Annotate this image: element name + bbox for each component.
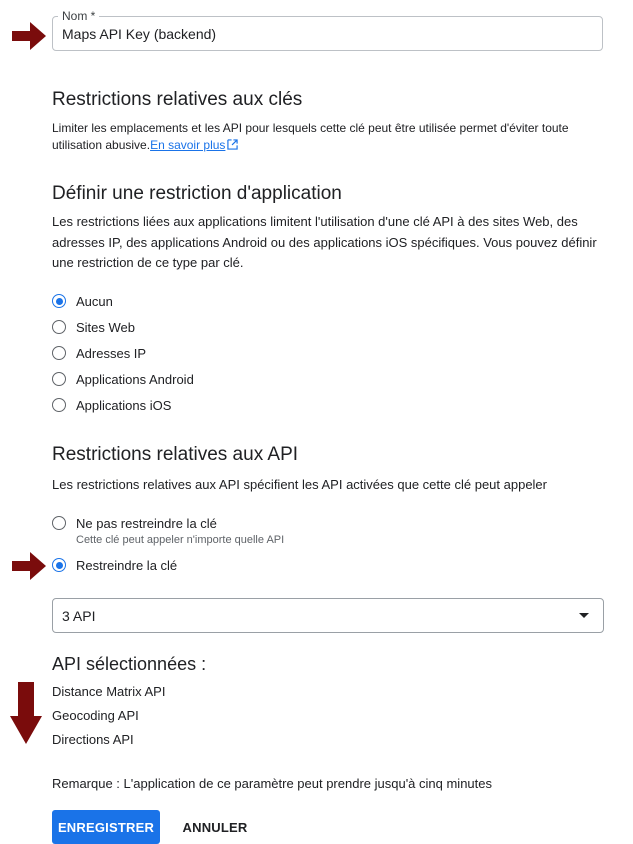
- radio-icon[interactable]: [52, 516, 66, 530]
- annotation-arrow-name-icon: [12, 22, 46, 50]
- radio-icon[interactable]: [52, 346, 66, 360]
- learn-more-link[interactable]: En savoir plus: [150, 138, 238, 152]
- selected-api-item: Distance Matrix API: [52, 684, 166, 699]
- api-restriction-description: Les restrictions relatives aux API spécifient les API activées que cette clé peut appeler: [52, 477, 547, 492]
- name-field[interactable]: [52, 9, 603, 51]
- name-field-value[interactable]: Maps API Key (backend): [62, 26, 217, 42]
- selected-api-item: Geocoding API: [52, 708, 139, 723]
- cancel-button[interactable]: ANNULER: [176, 810, 254, 844]
- api-select-dropdown[interactable]: [52, 598, 604, 633]
- key-restrictions-description: Limiter les emplacements et les API pour lesquels cette clé peut être utilisée permet d'éviter toute utilisation abusive.En savoir plus: [52, 121, 569, 152]
- radio-icon[interactable]: [52, 398, 66, 412]
- propagation-note: Remarque : L'application de ce paramètre peut prendre jusqu'à cinq minutes: [52, 776, 493, 791]
- radio-api-no-restrict-help: Cette clé peut appeler n'importe quelle API: [76, 534, 285, 546]
- radio-app-android[interactable]: Applications Android: [52, 369, 194, 389]
- app-restriction-description: Les restrictions liées aux applications limitent l'utilisation d'une clé API à des sites Web, des adresses IP, des applications Android ou des applications iOS spécifiques. Vous pouvez définir une restriction de ce type par clé.: [52, 214, 597, 270]
- radio-app-websites[interactable]: Sites Web: [52, 317, 135, 337]
- radio-api-restrict[interactable]: Restreindre la clé: [52, 555, 177, 575]
- annotation-arrow-restrict-icon: [12, 552, 46, 580]
- radio-icon[interactable]: [52, 372, 66, 386]
- annotation-arrow-apis-icon: [10, 682, 42, 744]
- radio-app-ios[interactable]: Applications iOS: [52, 395, 171, 415]
- key-restrictions-title: Restrictions relatives aux clés: [52, 89, 303, 110]
- radio-icon-selected[interactable]: [52, 558, 66, 572]
- api-restriction-title: Restrictions relatives aux API: [52, 444, 299, 465]
- open-in-new-icon: [227, 139, 238, 150]
- selected-apis-title: API sélectionnées :: [52, 654, 207, 674]
- save-button[interactable]: ENREGISTRER: [52, 810, 160, 844]
- selected-api-item: Directions API: [52, 732, 134, 747]
- name-field-label: Nom *: [58, 9, 99, 23]
- caret-down-icon[interactable]: [579, 613, 589, 618]
- radio-app-none[interactable]: Aucun: [52, 291, 113, 311]
- radio-api-no-restrict[interactable]: Ne pas restreindre la clé: [52, 513, 217, 533]
- radio-icon[interactable]: [52, 320, 66, 334]
- api-select-value: 3 API: [62, 608, 96, 624]
- app-restriction-title: Définir une restriction d'application: [52, 183, 342, 204]
- radio-icon-selected[interactable]: [52, 294, 66, 308]
- radio-app-ip-addresses[interactable]: Adresses IP: [52, 343, 146, 363]
